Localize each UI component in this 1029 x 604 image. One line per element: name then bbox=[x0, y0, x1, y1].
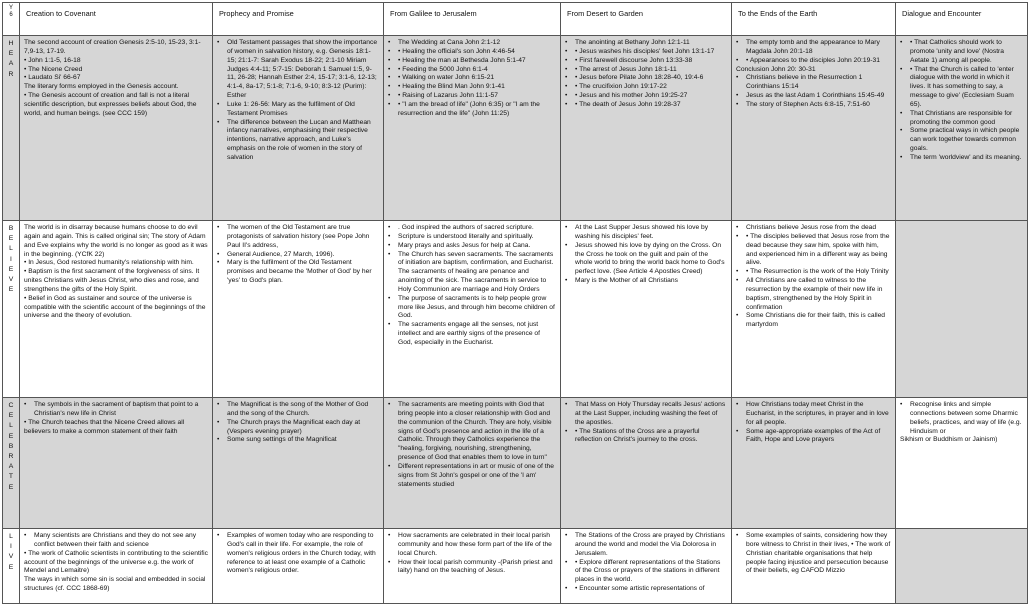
row-label-letter: E bbox=[8, 432, 14, 440]
cell-celebrate-5 bbox=[732, 398, 896, 529]
cell-line bbox=[217, 101, 379, 119]
cell-line bbox=[388, 74, 556, 83]
cell-line bbox=[565, 585, 727, 594]
row-live bbox=[3, 529, 1028, 604]
cell-line bbox=[565, 532, 727, 559]
cell-text: • The work of Catholic scientists in contributing to the scientific account of the beginnings of the universe e.g. the work of Mendel and Lemaitre) bbox=[24, 549, 208, 575]
cell-text: Some examples of saints, considering how they bore witness to Christ in their lives, • The work of Christian charitable organisations that help people facing injustice and persecution because of their beliefs, eg CAFOD Mizzio bbox=[746, 532, 891, 575]
cell-text: Many scientists are Christians and they do not see any conflict between their faith and science bbox=[34, 532, 197, 548]
cell-line bbox=[900, 110, 1023, 128]
column-header: Prophecy and Promise bbox=[213, 3, 384, 36]
cell-line bbox=[565, 57, 727, 66]
cell-line bbox=[565, 224, 727, 242]
cell-line bbox=[217, 532, 379, 576]
cell-text: The anointing at Bethany John 12:1-11 bbox=[575, 39, 690, 46]
cell-line bbox=[565, 101, 727, 110]
cell-line bbox=[24, 83, 208, 92]
row-label-letter: H bbox=[8, 40, 14, 47]
cell-line bbox=[388, 251, 556, 295]
cell-live-1 bbox=[20, 529, 213, 604]
cell-text: • Feeding the 5000 John 6:1-4 bbox=[398, 65, 488, 73]
cell-line bbox=[388, 57, 556, 66]
cell-text: The symbols in the sacrament of baptism that point to a Christian's new life in Christ bbox=[34, 401, 199, 417]
cell-line bbox=[24, 419, 208, 437]
column-header: To the Ends of the Earth bbox=[732, 3, 896, 36]
cell-live-5 bbox=[732, 529, 896, 604]
cell-line bbox=[24, 74, 208, 83]
row-label-letter: E bbox=[8, 483, 14, 491]
cell-text: The Church prays the Magnificat each day at (Vespers evening prayer) bbox=[227, 418, 361, 435]
cell-text: • Appearances to the disciples John 20:19-31 bbox=[746, 56, 880, 64]
row-label-letter: L bbox=[9, 245, 13, 253]
cell-text: Jesus showed his love by dying on the Cross. On the Cross he took on the guilt and pain of the whole world to bring the world back home to God's perfect love. (See Article 4 Apostles Creed) bbox=[575, 241, 725, 276]
cell-line bbox=[388, 463, 556, 490]
row-label-celebrate bbox=[3, 398, 20, 529]
row-label-letter: E bbox=[8, 286, 14, 294]
cell-line bbox=[736, 57, 891, 66]
cell-text: • The crucifixion John 19:17-22 bbox=[575, 83, 667, 91]
cell-text: Recognise links and simple connections between some Dharmic beliefs, practices, and way of life (e.g. Hinduism or bbox=[910, 401, 1022, 435]
cell-text: • In Jesus, God restored humanity's relationship with him. bbox=[24, 259, 194, 267]
cell-text: How Christians today meet Christ in the Eucharist, in the scriptures, in prayer and in love for all people. bbox=[746, 401, 889, 426]
row-label-letter: I bbox=[10, 543, 12, 551]
cell-text: • The Nicene Creed bbox=[24, 65, 83, 73]
row-label-letter: C bbox=[8, 402, 14, 409]
cell-text: The sacraments are meeting points with God that bring people into a closer relationship with God and the communion of the Church. They are holy, visible signs of God's presence and action in the life of a Catholic. Through they Catholics experience the "healing, forgiving, nourishing, strengthening, presence of God that enables them to love in turn" bbox=[398, 401, 552, 462]
cell-line bbox=[388, 532, 556, 559]
cell-text: Christians believe Jesus rose from the dead bbox=[746, 224, 877, 231]
row-celebrate bbox=[3, 398, 1028, 529]
cell-hear-3 bbox=[384, 36, 561, 221]
cell-text: The Stations of the Cross are prayed by Christians around the world and model the Via Dolorosa in Jerusalem. bbox=[575, 532, 725, 557]
cell-text: That Mass on Holy Thursday recalls Jesus' actions at the Last Supper, including washing the feet of the apostles. bbox=[575, 401, 726, 426]
cell-text: Christians believe in the Resurrection 1 Corinthians 15:14 bbox=[746, 74, 863, 91]
cell-line bbox=[24, 66, 208, 75]
cell-line bbox=[24, 57, 208, 66]
cell-text: The second account of creation Genesis 2:5-10, 15-23, 3:1-7,9-13, 17-19. bbox=[24, 39, 201, 55]
cell-text: How their local parish community -(Parish priest and laity) hand on the teaching of Jesus. bbox=[398, 558, 553, 575]
cell-text: Some age-appropriate examples of the Act of Faith, Hope and Love prayers bbox=[746, 427, 881, 444]
cell-line bbox=[217, 401, 379, 419]
column-header: Dialogue and Encounter bbox=[896, 3, 1028, 36]
cell-line bbox=[736, 401, 891, 428]
cell-line bbox=[24, 295, 208, 322]
cell-line bbox=[900, 127, 1023, 154]
row-label-live bbox=[3, 529, 20, 604]
row-label-letter: B bbox=[8, 225, 14, 232]
cell-text: The purpose of sacraments is to help people grow more like Jesus, and through him become children of God. bbox=[398, 294, 555, 320]
cell-line bbox=[24, 268, 208, 295]
column-header: From Desert to Garden bbox=[561, 3, 732, 36]
cell-text: Conclusion John 20: 30-31 bbox=[736, 65, 816, 73]
row-label-letter: V bbox=[8, 553, 14, 561]
row-label-letter: R bbox=[8, 452, 14, 460]
cell-line bbox=[565, 92, 727, 101]
cell-line bbox=[736, 39, 891, 57]
header-row bbox=[3, 3, 1028, 36]
cell-text: • Belief in God as sustainer and source of the universe is compatible with the scientific account of the beginnings of the universe and the theory of evolution. bbox=[24, 294, 206, 320]
cell-line bbox=[736, 312, 891, 330]
cell-line bbox=[565, 66, 727, 75]
cell-text: • The arrest of Jesus John 18:1-11 bbox=[575, 65, 677, 73]
cell-text: The ways in which some sin is social and embedded in social structures (cf. CCC 1868-69) bbox=[24, 576, 206, 593]
year-number: 6 bbox=[9, 12, 13, 19]
cell-text: • Healing the official's son John 4:46-54 bbox=[398, 47, 515, 55]
cell-live-3 bbox=[384, 529, 561, 604]
row-label-letter: A bbox=[8, 60, 14, 68]
cell-believe-4 bbox=[561, 221, 732, 398]
cell-text: Scripture is understood literally and spiritually. bbox=[398, 232, 534, 240]
cell-text: The term 'worldview' and its meaning. bbox=[910, 153, 1022, 161]
cell-line bbox=[736, 92, 891, 101]
cell-line bbox=[388, 559, 556, 577]
row-label-letter: T bbox=[8, 473, 14, 481]
cell-text: • Laudato Si' 66-67 bbox=[24, 74, 81, 82]
cell-line bbox=[217, 419, 379, 437]
cell-text: The world is in disarray because humans choose to do evil again and again. This is called original sin; The story of Adam and Eve explains why the world is no longer as good as it was in the beginning. (YCfK 22) bbox=[24, 224, 208, 258]
cell-line bbox=[736, 532, 891, 576]
row-label-letter: L bbox=[9, 422, 13, 430]
cell-line bbox=[388, 233, 556, 242]
column-header: Creation to Covenant bbox=[20, 3, 213, 36]
cell-line bbox=[565, 428, 727, 446]
cell-celebrate-2 bbox=[213, 398, 384, 529]
cell-line bbox=[900, 401, 1023, 436]
cell-text: The story of Stephen Acts 6:8-15, 7:51-60 bbox=[746, 100, 870, 108]
cell-hear-5 bbox=[732, 36, 896, 221]
cell-line bbox=[736, 224, 891, 233]
cell-line bbox=[217, 251, 379, 260]
row-label-letter: E bbox=[8, 412, 14, 420]
row-label-letter: E bbox=[8, 265, 14, 273]
row-label-letter: V bbox=[8, 275, 14, 283]
cell-text: • First farewell discourse John 13:33-38 bbox=[575, 56, 693, 64]
cell-text: All Christians are called to witness to the resurrection by the example of their new life in baptism, strengthened by the Holy Spirit in confirmation bbox=[746, 277, 883, 311]
cell-text: The sacraments engage all the senses, not just intellect and are earthly signs of the presence of God, especially in the Eucharist. bbox=[398, 321, 541, 346]
cell-text: Old Testament passages that show the importance of women in salvation history, e.g. Genesis 18:1-15; 21:1-7: Sarah Exodus 18-22; 2:1-10 Miriam Judges 4:4-11; 5:7-15: Deborah 1 Samuel 1:5, 9-11, 26-28; Hannah Esther 2:4, 15-17; 3:1-6, 12-13; 4:1-4, 8a-17; 5:1-8; 7:1-6, 9-10; 8:3-12 (Purim): Esther bbox=[227, 39, 378, 100]
row-label-believe bbox=[3, 221, 20, 398]
cell-line bbox=[736, 268, 891, 277]
cell-line bbox=[900, 154, 1023, 163]
cell-line bbox=[900, 39, 1023, 66]
row-label-letter: I bbox=[10, 255, 12, 263]
cell-text: The women of the Old Testament are true protagonists of salvation history (see Pope John Paul II's address, bbox=[227, 224, 370, 249]
cell-line bbox=[217, 259, 379, 286]
row-believe bbox=[3, 221, 1028, 398]
cell-hear-1 bbox=[20, 36, 213, 221]
cell-text: • Healing the Blind Man John 9:1-41 bbox=[398, 83, 505, 91]
cell-text: The literary forms employed in the Genesis account. bbox=[24, 83, 179, 91]
column-header: From Galilee to Jerusalem bbox=[384, 3, 561, 36]
cell-believe-2 bbox=[213, 221, 384, 398]
cell-line bbox=[900, 66, 1023, 110]
cell-line bbox=[388, 48, 556, 57]
cell-line bbox=[388, 224, 556, 233]
row-label-letter: L bbox=[9, 533, 13, 540]
cell-line bbox=[736, 66, 891, 75]
cell-line bbox=[388, 401, 556, 463]
cell-text: . God inspired the authors of sacred scripture. bbox=[398, 224, 534, 231]
cell-text: • The death of Jesus John 19:28-37 bbox=[575, 100, 681, 108]
cell-line bbox=[217, 119, 379, 163]
cell-believe-6 bbox=[896, 221, 1028, 398]
cell-text: • Raising of Lazarus John 11:1-57 bbox=[398, 92, 498, 100]
cell-live-4 bbox=[561, 529, 732, 604]
cell-text: The difference between the Lucan and Matthean infancy narratives, emphasising their respective intentions, narrative approach, and Luke's emphasis on the role of women in the story of salvation bbox=[227, 118, 371, 161]
cell-line bbox=[24, 401, 208, 419]
year-label bbox=[3, 3, 20, 36]
cell-live-2 bbox=[213, 529, 384, 604]
cell-text: Mary is the fulfilment of the Old Testament promises and became the 'Mother of God' by her 'yes' to God's plan. bbox=[227, 259, 372, 285]
cell-text: Some Christians die for their faith, this is called martyrdom bbox=[746, 312, 886, 329]
row-label-hear bbox=[3, 36, 20, 221]
row-label-letter: E bbox=[8, 563, 14, 571]
cell-line bbox=[900, 436, 1023, 445]
cell-line bbox=[565, 74, 727, 83]
cell-live-6 bbox=[896, 529, 1028, 604]
cell-text: • The Church teaches that the Nicene Creed allows all believers to make a common statement of their faith bbox=[24, 418, 185, 435]
row-label-letter: A bbox=[8, 463, 14, 471]
cell-hear-6 bbox=[896, 36, 1028, 221]
cell-line bbox=[24, 576, 208, 594]
cell-line bbox=[565, 39, 727, 48]
row-label-letter: E bbox=[8, 235, 14, 243]
cell-believe-3 bbox=[384, 221, 561, 398]
cell-line bbox=[736, 233, 891, 268]
cell-text: The Magnificat is the song of the Mother of God and the song of the Church. bbox=[227, 401, 369, 417]
cell-text: • The Genesis account of creation and fall is not a literal scientific description, but expresses beliefs about God, the world, and human beings. (see CCC 159) bbox=[24, 92, 197, 117]
cell-line bbox=[388, 92, 556, 101]
cell-text: • Jesus before Pilate John 18:28-40, 19:4-6 bbox=[575, 74, 704, 82]
cell-line bbox=[24, 39, 208, 57]
curriculum-table bbox=[2, 2, 1028, 604]
cell-text: • Encounter some artistic representations of bbox=[575, 585, 705, 593]
cell-text: • Jesus and his mother John 19:25-27 bbox=[575, 92, 688, 100]
cell-text: At the Last Supper Jesus showed his love by washing his disciples' feet. bbox=[575, 224, 709, 240]
cell-text: The Church has seven sacraments. The sacraments of initiation are baptism, confirmation, and Eucharist. The sacraments of healing are penance and anointing of the sick. The sacraments in service to Holy Communion are marriage and Holy Orders bbox=[398, 250, 554, 293]
cell-believe-5 bbox=[732, 221, 896, 398]
cell-text: Mary prays and asks Jesus for help at Cana. bbox=[398, 241, 531, 249]
cell-line bbox=[736, 428, 891, 446]
cell-text: • Walking on water John 6:15-21 bbox=[398, 74, 495, 82]
cell-text: Some sung settings of the Magnificat bbox=[227, 436, 337, 444]
cell-line bbox=[565, 559, 727, 586]
cell-line bbox=[565, 242, 727, 277]
cell-line bbox=[736, 277, 891, 312]
cell-line bbox=[565, 48, 727, 57]
cell-text: • That the Church is called to 'enter dialogue with the world in which it lives. It has something to say, a message to give' (Ecclesiam Suam 65). bbox=[910, 65, 1014, 108]
cell-text: Mary is the Mother of all Christians bbox=[575, 277, 678, 285]
cell-text: The empty tomb and the appearance to Mary Magdala John 20:1-18 bbox=[746, 39, 880, 55]
cell-celebrate-3 bbox=[384, 398, 561, 529]
cell-text: That Christians are responsible for promoting the common good bbox=[910, 109, 1013, 126]
cell-text: Jesus as the last Adam 1 Corinthians 15:45-49 bbox=[746, 92, 885, 100]
cell-line bbox=[24, 550, 208, 577]
cell-text: • Baptism is the first sacrament of the forgiveness of sins. It unites Christians with Jesus Christ, who dies and rose, and strengthens the gifts of the Holy Spirit. bbox=[24, 268, 200, 293]
cell-hear-4 bbox=[561, 36, 732, 221]
cell-text: • Explore different representations of the Stations of the Cross or prayers of the stations in different places in the world. bbox=[575, 558, 721, 584]
cell-text: Some practical ways in which people can work together towards common goals. bbox=[910, 127, 1020, 153]
cell-line bbox=[24, 92, 208, 119]
cell-text: • "I am the bread of life" (John 6:35) or "I am the resurrection and the life" (John 11:25) bbox=[398, 100, 540, 117]
row-hear bbox=[3, 36, 1028, 221]
year-letter: Y bbox=[8, 5, 13, 11]
cell-text: • The Resurrection is the work of the Holy Trinity bbox=[746, 268, 889, 276]
cell-text: • The disciples believed that Jesus rose from the dead because they saw him, spoke with him, and experienced him in a different way as being alive. bbox=[746, 232, 890, 267]
cell-line bbox=[388, 242, 556, 251]
row-label-letter: E bbox=[8, 50, 14, 58]
cell-text: Sikhism or Buddhism or Jainism) bbox=[900, 436, 998, 444]
cell-text: • Healing the man at Bethesda John 5:1-47 bbox=[398, 56, 526, 64]
cell-celebrate-4 bbox=[561, 398, 732, 529]
cell-text: The Wedding at Cana John 2:1-12 bbox=[398, 39, 501, 46]
cell-text: General Audience, 27 March, 1996). bbox=[227, 250, 335, 258]
cell-line bbox=[565, 401, 727, 428]
cell-text: Different representations in art or music of one of the signs from St John's gospel or one of the 'I am' statements studied bbox=[398, 462, 555, 488]
cell-believe-1 bbox=[20, 221, 213, 398]
cell-text: • Jesus washes his disciples' feet John 13:1-17 bbox=[575, 47, 715, 55]
cell-line bbox=[24, 532, 208, 550]
cell-line bbox=[388, 321, 556, 348]
cell-text: • John 1:1-5, 16-18 bbox=[24, 56, 81, 64]
cell-text: Luke 1: 26-56: Mary as the fulfilment of Old Testament Promises bbox=[227, 100, 355, 117]
cell-line bbox=[736, 101, 891, 110]
cell-line bbox=[736, 74, 891, 92]
cell-celebrate-6 bbox=[896, 398, 1028, 529]
cell-text: • That Catholics should work to promote 'unity and love' (Nostra Aetate 1) among all people. bbox=[910, 39, 1004, 64]
cell-line bbox=[565, 83, 727, 92]
cell-line bbox=[24, 259, 208, 268]
cell-line bbox=[24, 224, 208, 259]
cell-line bbox=[217, 224, 379, 251]
cell-text: Examples of women today who are responding to God's call in their life. For example, the role of women's religious orders in the Church today, with reference to at least one example of a Catholic women's religious order. bbox=[227, 532, 376, 575]
row-label-letter: B bbox=[8, 442, 14, 450]
cell-celebrate-1 bbox=[20, 398, 213, 529]
cell-line bbox=[388, 83, 556, 92]
row-label-letter: R bbox=[8, 70, 14, 78]
cell-line bbox=[388, 66, 556, 75]
cell-text: How sacraments are celebrated in their local parish community and how these form part of the life of the local Church. bbox=[398, 532, 552, 557]
cell-line bbox=[565, 277, 727, 286]
cell-text: • The Stations of the Cross are a prayerful reflection on Christ's journey to the cross. bbox=[575, 427, 700, 444]
cell-line bbox=[217, 39, 379, 101]
cell-line bbox=[388, 101, 556, 119]
cell-hear-2 bbox=[213, 36, 384, 221]
cell-line bbox=[388, 39, 556, 48]
cell-line bbox=[217, 436, 379, 445]
cell-line bbox=[388, 295, 556, 322]
